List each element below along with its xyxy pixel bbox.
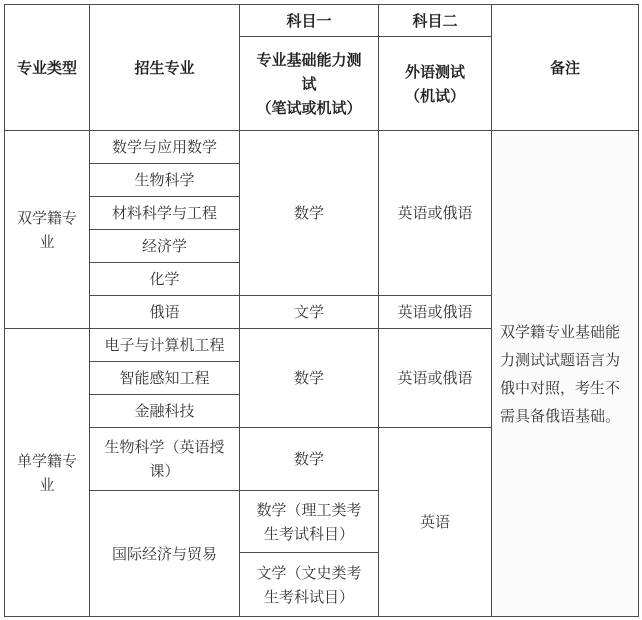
major-cell: 化学 bbox=[90, 263, 240, 296]
header-subject-2-desc bbox=[379, 37, 492, 131]
single-degree-type-line1: 单学籍专 bbox=[16, 451, 77, 470]
major-cell: 智能感知工程 bbox=[90, 362, 240, 395]
biology-en-line2: 课） bbox=[149, 462, 180, 480]
major-cell: 金融科技 bbox=[90, 395, 240, 428]
double-degree-type-cell bbox=[5, 131, 90, 329]
major-cell: 材料科学与工程 bbox=[90, 197, 240, 230]
subject-1-cell: 数学 bbox=[240, 329, 379, 428]
header-subject-1-desc bbox=[240, 37, 379, 131]
table-row bbox=[5, 131, 639, 164]
notes-line1: 双学籍专业基础能 bbox=[500, 322, 621, 341]
notes-line4: 需具备俄语基础。 bbox=[500, 406, 621, 425]
notes-cell bbox=[492, 131, 639, 617]
major-cell: 俄语 bbox=[90, 296, 240, 329]
header-subject-1: 科目一 bbox=[240, 5, 379, 37]
single-degree-type-cell bbox=[5, 329, 90, 617]
major-cell: 数学与应用数学 bbox=[90, 131, 240, 164]
header-notes: 备注 bbox=[492, 5, 639, 131]
major-cell: 国际经济与贸易 bbox=[90, 491, 240, 617]
subject-2-cell: 英语或俄语 bbox=[379, 296, 492, 329]
subject-2-cell: 英语 bbox=[379, 428, 492, 617]
subject-1-cell bbox=[240, 491, 379, 553]
header-subject-1-desc-line2: 试 bbox=[301, 74, 317, 93]
header-subject-2-desc-line1: 外语测试 bbox=[404, 62, 465, 81]
subject-1-cell bbox=[240, 553, 379, 617]
trade-math-line2: 生考试科目） bbox=[263, 524, 354, 543]
major-cell: 电子与计算机工程 bbox=[90, 329, 240, 362]
major-cell: 经济学 bbox=[90, 230, 240, 263]
header-major-type: 专业类型 bbox=[5, 5, 90, 131]
subject-1-cell: 数学 bbox=[240, 428, 379, 491]
header-subject-1-desc-line1: 专业基础能力测 bbox=[256, 50, 362, 69]
notes-line2: 力测试试题语言为 bbox=[500, 350, 621, 369]
header-row-1 bbox=[5, 5, 639, 37]
double-degree-type-line1: 双学籍专 bbox=[16, 208, 77, 227]
biology-en-line1: 生物科学（英语授 bbox=[104, 438, 225, 456]
header-subject-2-desc-line2: （机试） bbox=[404, 86, 465, 105]
single-degree-type-line2: 业 bbox=[39, 475, 55, 494]
subject-1-cell: 文学 bbox=[240, 296, 379, 329]
major-cell bbox=[90, 428, 240, 491]
trade-lit-line1: 文学（文史类考 bbox=[256, 563, 362, 582]
header-subject-1-desc-line3: （笔试或机试） bbox=[256, 98, 362, 117]
header-subject-2: 科目二 bbox=[379, 5, 492, 37]
double-degree-type-line2: 业 bbox=[39, 232, 55, 251]
admission-subjects-table bbox=[4, 4, 639, 617]
subject-1-cell: 数学 bbox=[240, 131, 379, 296]
trade-math-line1: 数学（理工类考 bbox=[256, 500, 362, 519]
notes-line3: 俄中对照，考生不 bbox=[500, 378, 621, 397]
trade-lit-line2: 生考科试目） bbox=[263, 587, 354, 606]
subject-2-cell: 英语或俄语 bbox=[379, 329, 492, 428]
header-enrolled-major: 招生专业 bbox=[90, 5, 240, 131]
subject-2-cell: 英语或俄语 bbox=[379, 131, 492, 296]
major-cell: 生物科学 bbox=[90, 164, 240, 197]
